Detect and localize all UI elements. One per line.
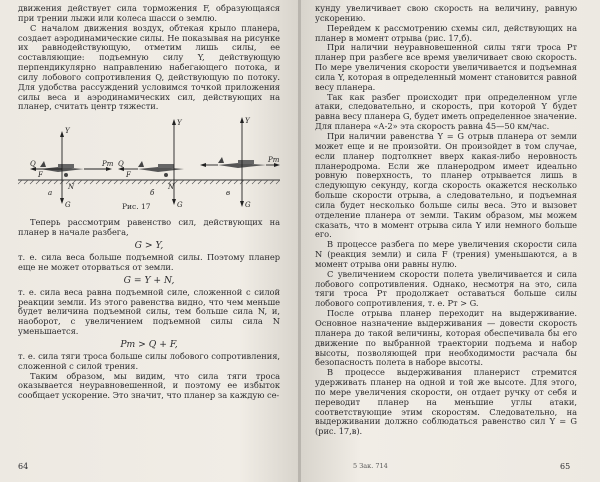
force-label: Y — [177, 119, 182, 128]
force-label: G — [65, 201, 71, 210]
ground-hatching — [18, 180, 280, 184]
paragraph: движения действует сила торможения F, образующаяся при трении лыжи или колеса шасси о землю. — [18, 3, 280, 23]
formula: G > Y, — [134, 239, 164, 251]
printer-imprint: 5 Зак. 714 — [353, 462, 388, 470]
left-page — [0, 0, 299, 482]
paragraph: т. е. сила тяги троса больше силы лобового сопротивления, сложенной с силой трения. — [18, 350, 280, 371]
glider-b-icon — [138, 161, 184, 177]
force-label: G — [177, 201, 183, 210]
paragraph: При наличии равенства Y = G отрыв планера от земли может еще и не произойти. Он произойдет в том случае, если планер подтолкнет вверх какая-либо неровность планеродрома. Если же планеродром имеет идеально ровную поверхность, то планер отрывается лишь в следующую секунду, когда скорость окажется несколько больше скорости отрыва, а следовательно, и подъемная сила будет несколько больше силы веса. Это и вызовет отделение планера от земли. Таким образом, мы можем сказать, что в момент отрыва сила Y или немного больше его. — [315, 130, 577, 240]
force-label: Pт — [102, 160, 114, 169]
force-label: N — [68, 183, 75, 192]
formula: G = Y + N, — [123, 274, 175, 286]
panel-label: а — [48, 189, 53, 198]
right-page — [301, 0, 600, 482]
force-label: Y — [65, 127, 70, 136]
paragraph: т. е. сила веса равна подъемной силе, сложенной с силой реакции земли. Из этого равенства видно, что чем меньше будет величина подъемной силы, тем больше сила N, и, наоборот, с увеличением подъемной силы сила N уменьшается. — [18, 286, 280, 337]
paragraph: С началом движения воздух, обтекая крыло планера, создает аэродинамические силы. Не показывая на рисунке их равнодействующую, отметим лишь силы, ее составляющие: подъемную силу Y, действующую перпендикулярно направлению набегающего потока, и силу лобового сопротивления Q, действующую по потоку. Для удобства рассуждений условимся точкой приложения силы веса и аэродинамических сил, действующих на планер, считать центр тяжести. — [18, 23, 280, 112]
right-page-text-column — [315, 4, 577, 437]
page-number: 65 — [560, 462, 571, 471]
paragraph: При наличии неуравновешенной силы тяги троса Pт планер при разбеге все время увеличивает свою скорость. По мере увеличения скорости увеличивается и подъемная сила Y, которая в определенный момент становится равной весу планера. — [315, 42, 577, 92]
paragraph: После отрыва планер переходит на выдерживание. Основное назначение выдерживания — довести скорость планера до такой величины, которая обеспечивала бы его движение по выбранной траектории подъема и набор высоты, позволяющей при необходимости расчала бы безопасность полета в наборе высоты. — [315, 308, 577, 368]
figure-caption: Рис. 17 — [122, 202, 151, 212]
panel-label: в — [226, 189, 231, 198]
force-label: N — [168, 183, 175, 192]
formula: Pт > Q + F, — [120, 338, 178, 350]
figure-17-force-diagram — [18, 115, 280, 217]
force-label: G — [245, 201, 251, 210]
paragraph: Так как разбег происходит при определенном угле атаки, следовательно, и скорость, при которой Y будет равна весу планера G, будет иметь определенное значение. Для планера «А-2» эта скорость равна 45—50 км/час. — [315, 91, 577, 132]
paragraph: В процессе разбега по мере увеличения скорости сила N (реакция земли) и сила F (трения) уменьшаются, а в момент отрыва они равны нулю. — [315, 239, 577, 269]
left-page-text-column — [18, 4, 280, 401]
page-number: 64 — [18, 462, 29, 471]
force-label: Pт — [268, 156, 280, 165]
paragraph: кунду увеличивает свою скорость на величину, равную ускорению. — [315, 3, 577, 23]
panel-label: б — [150, 189, 155, 198]
paragraph: Перейдем к рассмотрению схемы сил, действующих на планер в момент отрыва (рис. 17,б). — [315, 22, 577, 43]
paragraph: Таким образом, мы видим, что сила тяги троса оказывается неуравновешенной, и поэтому ее избыток сообщает ускорение. Это значит, что планер за каждую се- — [18, 370, 280, 401]
paragraph: В процессе выдерживания планерист стремится удерживать планер на одной и той же высоте. Для этого, по мере увеличения скорости, он отдает ручку от себя и переводит планер на меньшие углы атаки, соответствующие этим скоростям. Следовательно, на выдерживании должно соблюдаться равенство сил Y = G (рис. 17,в). — [315, 367, 577, 437]
force-label: Q — [30, 160, 36, 169]
force-label: F — [126, 171, 131, 180]
paragraph: Теперь рассмотрим равенство сил, действующих на планер в начале разбега, — [18, 217, 280, 238]
force-label: Y — [245, 117, 250, 126]
force-label: F — [38, 171, 43, 180]
paragraph: С увеличением скорости полета увеличивается и сила лобового сопротивления. Однако, несмотря на это, сила тяги троса Pт продолжает оставаться больше силы лобового сопротивления, т. е. Pт > G. — [315, 268, 577, 309]
force-label: Q — [118, 160, 124, 169]
paragraph: т. е. сила веса больше подъемной силы. Поэтому планер еще не может оторваться от земли. — [18, 251, 280, 272]
